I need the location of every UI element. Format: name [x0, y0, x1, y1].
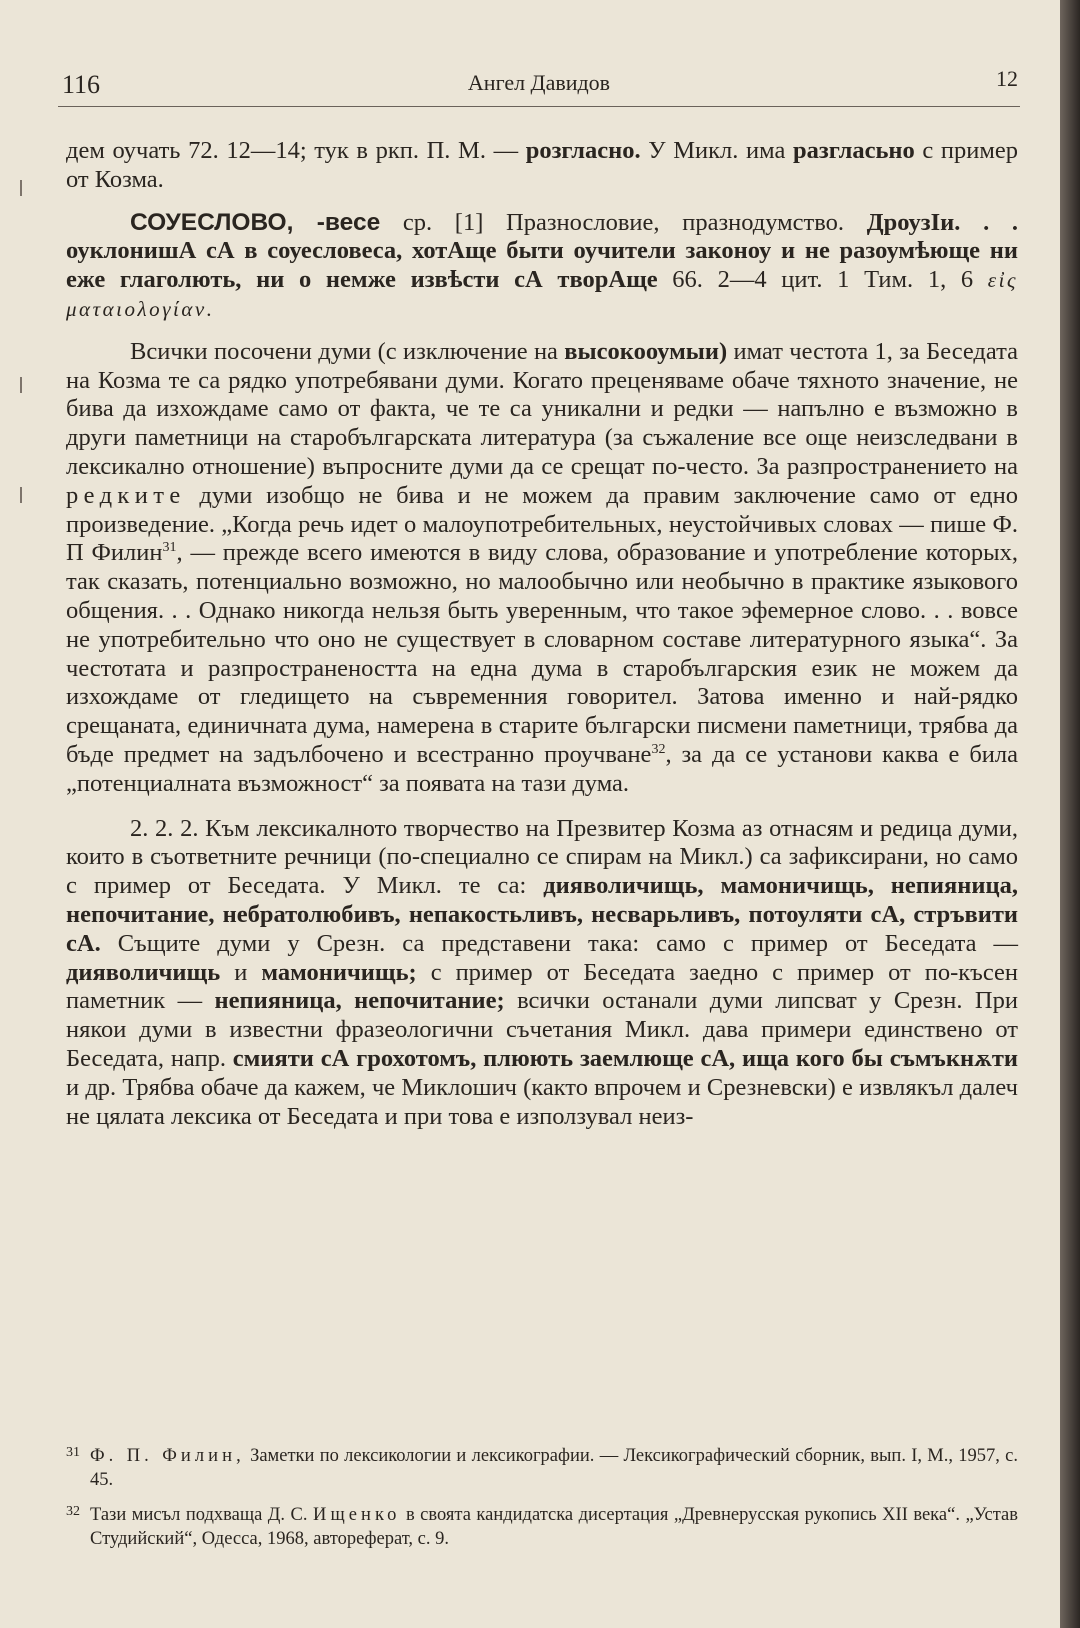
footnote-ref-31: 31 [162, 540, 177, 556]
page-number: 116 [62, 70, 101, 99]
paragraph: Всички посочени думи (с изключение на высокооумыи) имат честота 1, за Беседата на Козма те са рядко употребявани думи. Когато преценяваме обаче тяхното значение, не бива да изхождаме само от факта, че те са уникални и редки — напълно е възможно в други паметници на старобългарската литература (за съжаление все още неизследвани в лексикално отношение) въпросните думи да се срещат по-често. За разпространението на редките думи изобщо не бива и не можем да правим заключение само от едно произведение. „Когда речь идет о малоупотребительных, неустойчивых словах — пише Ф. П Филин$^{31}$, — прежде всего имеются в виду слова, образование и употребление которых, так сказать, потенциально возможно, но малообычно или необычно в практике языкового общения. . . Однако никогда нельзя быть уверенным, что такое эфемерное слово. . . вовсе не употребительно что оно не существует в словарном составе литературного языка“. За честотата и разпространеността на една дума в старобългарския език не можем да изхождаме от гледището на съвременния говорител. Затова именно и най-рядко срещаната, единичната дума, намерена в старите български писмени паметници, трябва да бъде предмет на задълбочено и всестранно проучване$^{32}$, за да се установи каква е била „потенциалната възможност“ за появата на тази дума. [66, 337, 1019, 797]
bold-term: разгласьно [792, 137, 915, 164]
dictionary-entry: СОУЕСЛОВО, -весе ср. [1] Празнословие, празнодумство. ДроузIи. . . оуклонишА сА в соуесловеса, хотАще быти оучители законоу и не разоумѣюще ни еже глаголють, ни о немже извѣсти сА творАще 66. 2—4 цит. 1 Тим. 1, 6 εἰς ματαιολογίαν. [66, 208, 1018, 321]
footnote-32: 32 Тази мисъл подхваща Д. С. Ищенко в своята кандидатска дисертация „Древнерусская рукопись XII века“. „Устав Студийский“, Одесса, 1968, автореферат, с. 9. [66, 1503, 1018, 1551]
running-head-author: Ангел Давидов [467, 70, 611, 95]
footnote-author: Ф. П. Филин, [90, 1446, 245, 1466]
margin-mark [20, 487, 22, 503]
paragraph-section-2-2-2: 2. 2. 2. Към лексикалното творчество на Презвитер Козма аз отнасям и редица думи, които в съответните речници (по-специално се спирам на Микл.) са зафиксирани, но само с пример от Беседата. У Микл. те са: дияволичищь, мамоничищь, непияница, непочитание, небратолюбивъ, непакостьливъ, несварьливъ, потоуляти сА, стръвити сА. Същите думи у Срезн. са представени така: само с пример от Беседата — дияволичищь и мамоничищь; с пример от Беседата заедно с пример от по-късен паметник — непияница, непочитание; всички останали думи липсват у Срезн. При някои думи в известни фразеологични съчетания Микл. дава примери единствено от Беседата, напр. смияти сА грохотомъ, плюють заемлюще сА, ища кого бы съмъкнѫти и др. Трябва обаче да кажем, че Миклошич (както впрочем и Срезневски) е извлякъл далеч не цялата лексика от Беседата и при това е използувал неиз- [66, 814, 1018, 1130]
bold-term: мамоничищь; [261, 958, 417, 986]
bold-term: высокооумыи) [564, 337, 728, 365]
entry-headword: СОУЕСЛОВО, -весе [130, 208, 381, 236]
entry-citation: ДроузIи. . . оуклонишА сА в соуесловеса, хотАще быти оучители законоу и не разоумѣюще ни еже глаголють, ни о немже извѣсти сА творАще [66, 208, 1018, 294]
header-right-number: 12 [996, 66, 1018, 91]
bold-term-list: дияволичищь, мамоничищь, непияница, непочитание, небратолюбивъ, непакостьливъ, несварьливъ, потоуляти сА, стръвити сА. [66, 872, 1018, 957]
footnote-mark: 32 [66, 1504, 80, 1519]
running-header [58, 60, 1020, 107]
bold-term: дияволичищь [66, 958, 221, 986]
bold-term: непияница, непочитание; [214, 987, 505, 1015]
spaced-emphasis: редките [66, 481, 186, 509]
main-text [66, 137, 1018, 1131]
margin-mark [20, 377, 22, 393]
footnote-ref-32: 32 [651, 741, 666, 757]
footnotes [66, 1444, 1018, 1562]
footnote-author: Ищенко [313, 1505, 401, 1525]
book-binding-edge [1060, 0, 1080, 1628]
bold-term: розгласно. [525, 137, 641, 164]
greek-quote: εἰς ματαιολογίαν. [66, 268, 1018, 321]
footnote-31: 31 Ф. П. Филин, Заметки по лексикологии и лексикографии. — Лексикографический сборник, вып. I, М., 1957, с. 45. [66, 1444, 1018, 1492]
paragraph-continuation: дем оучать 72. 12—14; тук в ркп. П. М. — розгласно. У Микл. има разгласьно с пример от Козма. [66, 137, 1018, 193]
bold-phrase: смияти сА грохотомъ, плюють заемлюще сА, ища кого бы съмъкнѫти [232, 1044, 1018, 1072]
footnote-mark: 31 [66, 1445, 80, 1460]
margin-mark [20, 180, 22, 196]
